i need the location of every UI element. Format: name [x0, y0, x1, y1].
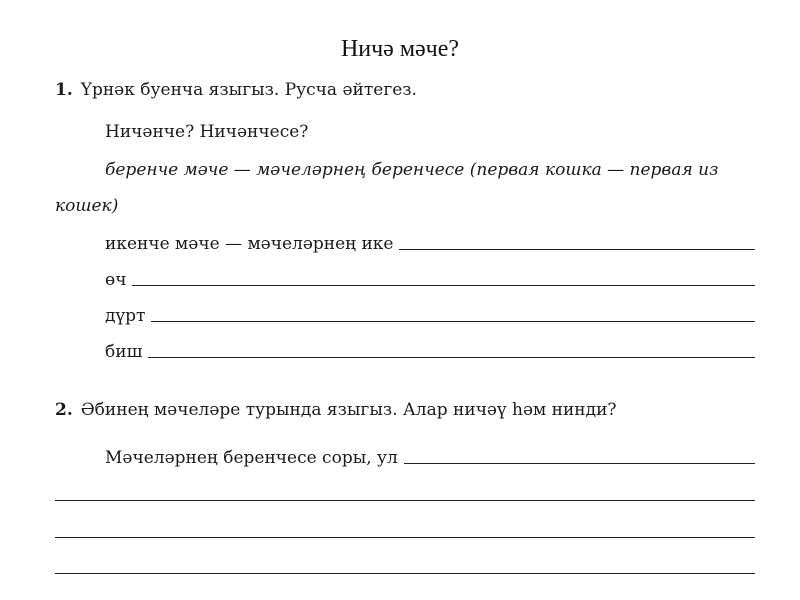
answer-line[interactable] — [55, 537, 755, 538]
task-1-row — [105, 342, 755, 362]
task-2-instruction: Әбинең мәчеләре турында языгыз. Алар ничәү һәм нинди? — [80, 400, 617, 420]
task-1-row — [105, 234, 755, 254]
task-1-instruction: Үрнәк буенча языгыз. Русча әйтегез. — [80, 80, 417, 100]
task-1-heading — [55, 80, 417, 100]
answer-line[interactable] — [132, 284, 755, 286]
task-2-start-row — [105, 448, 755, 468]
task-1-example-line-1: беренче мәче — мәчеләрнең беренчесе (первая кошка — первая из — [105, 160, 719, 180]
task-1-row-label: өч — [105, 270, 127, 290]
task-1-row — [105, 306, 755, 326]
task-1-questions: Ничәнче? Ничәнчесе? — [105, 122, 309, 142]
task-2-number: 2. — [55, 400, 73, 420]
task-1-row-label: икенче мәче — мәчеләрнең ике — [105, 234, 394, 254]
answer-line[interactable] — [151, 320, 755, 322]
task-2-heading — [55, 400, 617, 420]
task-1-row-label: дүрт — [105, 306, 146, 326]
page-title: Ничә мәче? — [340, 36, 460, 62]
answer-line[interactable] — [404, 462, 755, 464]
answer-line[interactable] — [55, 573, 755, 574]
task-2-start-text: Мәчеләрнең беренчесе соры, ул — [105, 448, 398, 468]
task-1-row — [105, 270, 755, 290]
answer-line[interactable] — [399, 248, 755, 250]
answer-line[interactable] — [148, 356, 755, 358]
task-1-example-line-2: кошек) — [55, 196, 119, 216]
task-1-row-label: биш — [105, 342, 143, 362]
answer-line[interactable] — [55, 500, 755, 501]
task-1-number: 1. — [55, 80, 73, 100]
